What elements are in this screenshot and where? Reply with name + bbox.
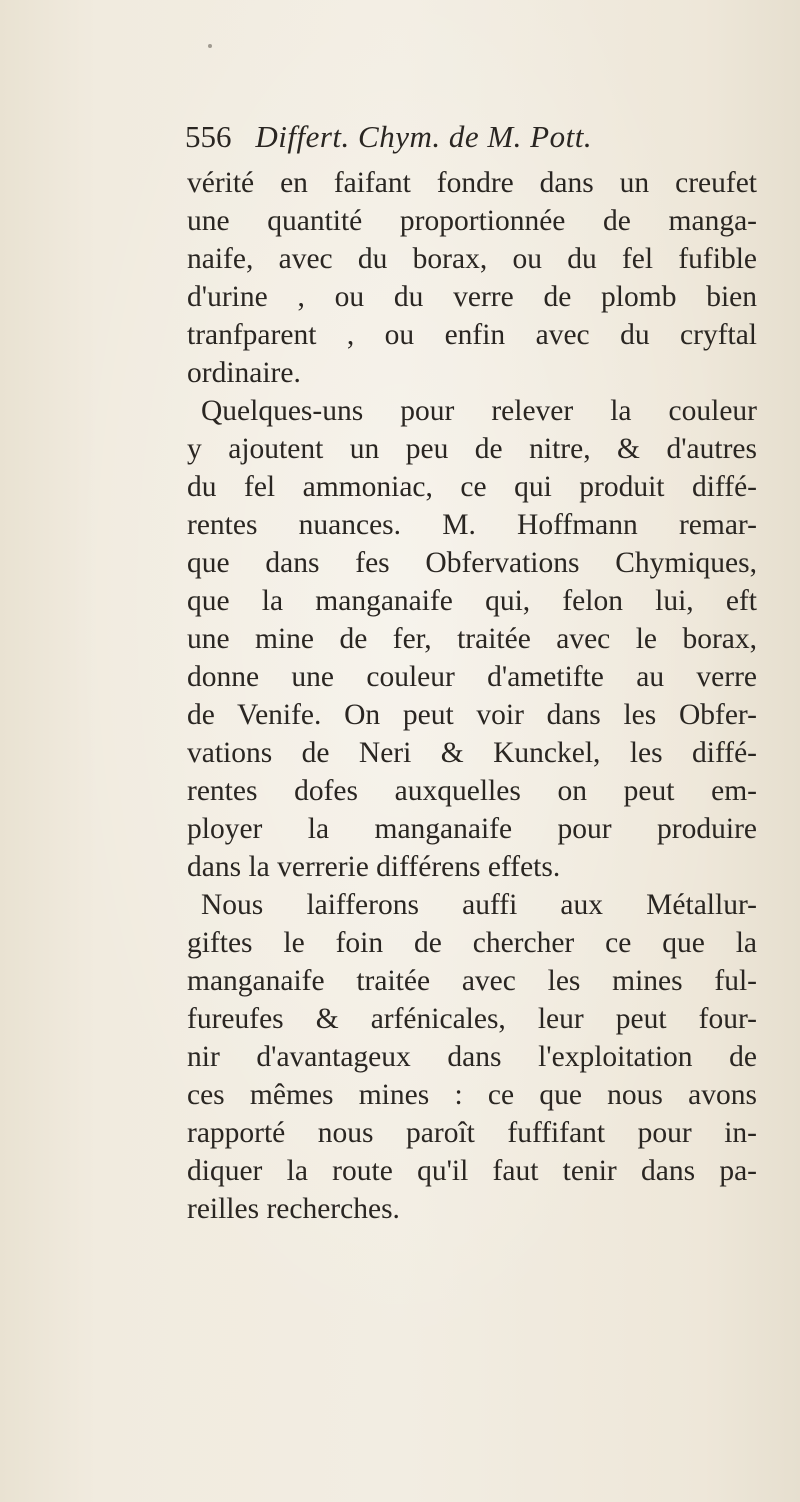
- text-line: nir d'avantageux dans l'exploitation de: [187, 1041, 757, 1073]
- text-line: ces mêmes mines : ce que nous avons: [187, 1079, 757, 1111]
- text-line: reilles recherches.: [187, 1193, 400, 1225]
- text-line: Nous laifferons auffi aux Métallur-: [201, 889, 757, 921]
- text-line: tranfparent , ou enfin avec du cryftal: [187, 319, 757, 351]
- text-line: diquer la route qu'il faut tenir dans pa-: [187, 1155, 757, 1187]
- text-line: giftes le foin de chercher ce que la: [187, 927, 757, 959]
- text-line: y ajoutent un peu de nitre, & d'autres: [187, 433, 757, 465]
- text-line: ordinaire.: [187, 357, 301, 389]
- text-line: d'urine , ou du verre de plomb bien: [187, 281, 757, 313]
- text-line: vations de Neri & Kunckel, les diffé-: [187, 737, 757, 769]
- page-header: [185, 112, 745, 162]
- text-line: une mine de fer, traitée avec le borax,: [187, 623, 757, 655]
- text-line: naife, avec du borax, ou du fel fufible: [187, 243, 757, 275]
- text-line: dans la verrerie différens effets.: [187, 851, 561, 883]
- text-line: une quantité proportionnée de manga-: [187, 205, 757, 237]
- text-line: donne une couleur d'ametifte au verre: [187, 661, 757, 693]
- ink-speck: [208, 44, 212, 48]
- text-line: ployer la manganaife pour produire: [187, 813, 757, 845]
- text-line: rentes nuances. M. Hoffmann remar-: [187, 509, 757, 541]
- text-line: rentes dofes auxquelles on peut em-: [187, 775, 757, 807]
- running-title: Differt. Chym. de M. Pott.: [255, 119, 593, 154]
- text-line: manganaife traitée avec les mines ful-: [187, 965, 757, 997]
- text-line: du fel ammoniac, ce qui produit diffé-: [187, 471, 757, 503]
- body-text: [187, 164, 757, 1228]
- text-line: de Venife. On peut voir dans les Obfer-: [187, 699, 757, 731]
- text-line: fureufes & arfénicales, leur peut four-: [187, 1003, 757, 1035]
- page-number: 556: [185, 119, 232, 154]
- text-line: que dans fes Obfervations Chymiques,: [187, 547, 757, 579]
- text-line: rapporté nous paroît fuffifant pour in-: [187, 1117, 757, 1149]
- text-line: vérité en faifant fondre dans un creufet: [187, 167, 757, 199]
- text-line: que la manganaife qui, felon lui, eft: [187, 585, 757, 617]
- text-line: Quelques-uns pour relever la couleur: [201, 395, 757, 427]
